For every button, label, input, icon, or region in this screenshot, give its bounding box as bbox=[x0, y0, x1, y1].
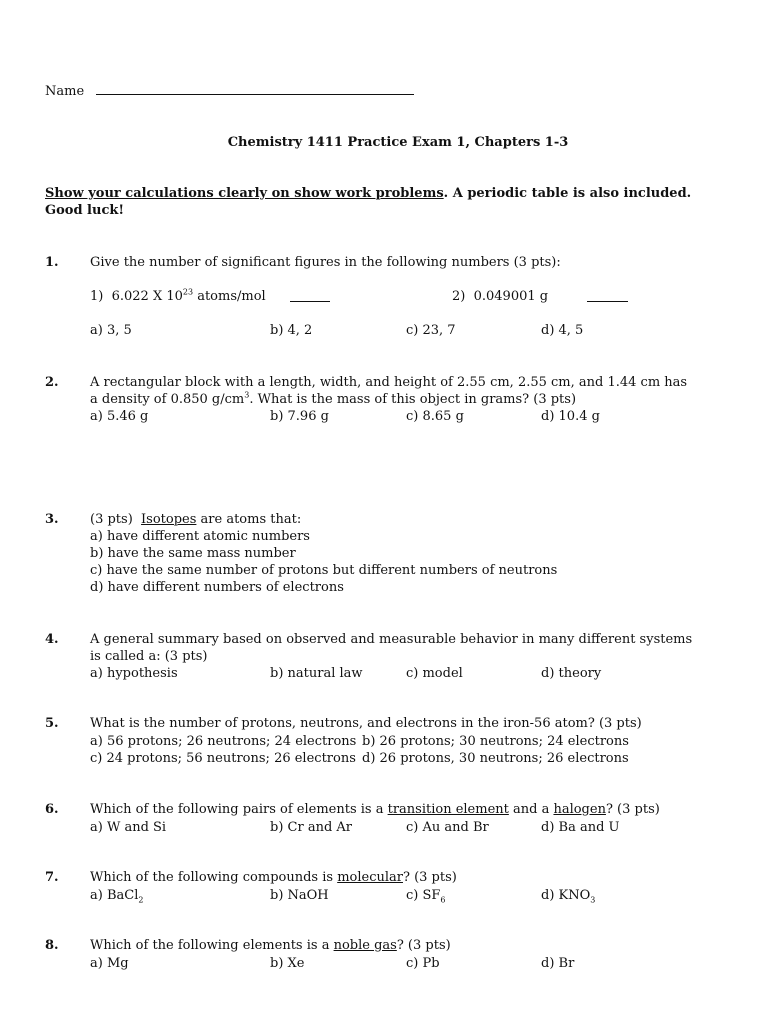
option-d[interactable]: d) $KNO_3$ bbox=[541, 888, 596, 905]
name-row bbox=[45, 83, 414, 100]
option-c[interactable]: c) Pb bbox=[406, 956, 440, 971]
option-b[interactable]: b) Xe bbox=[270, 956, 305, 971]
question-text: Which of the following compounds is molecular? (3 pts) bbox=[90, 870, 457, 885]
question-number: 8. bbox=[45, 938, 59, 953]
question-number: 7. bbox=[45, 870, 59, 885]
question-text: A general summary based on observed and measurable behavior in many different systems bbox=[90, 632, 693, 647]
option-c[interactable]: c) 8.65 g bbox=[406, 409, 464, 424]
question-text-line2: is called a: (3 pts) bbox=[90, 649, 208, 664]
option-c[interactable]: c) have the same number of protons but different numbers of neutrons bbox=[90, 563, 558, 578]
name-label: Name bbox=[45, 84, 85, 99]
name-blank[interactable] bbox=[96, 94, 414, 95]
option-a[interactable]: a) hypothesis bbox=[90, 666, 178, 681]
option-b[interactable]: b) have the same mass number bbox=[90, 546, 296, 561]
option-a[interactable]: a) Mg bbox=[90, 956, 129, 971]
option-b[interactable]: b) 26 protons; 30 neutrons; 24 electrons bbox=[362, 734, 629, 749]
q1-item2-answer-blank[interactable] bbox=[587, 288, 628, 302]
question-number: 3. bbox=[45, 512, 59, 527]
instructions-rest: . A periodic table is also included. bbox=[443, 186, 692, 201]
question-text-line2: a density of 0.850 $g/cm^3$. What is the mass of this object in grams? (3 pts) bbox=[90, 390, 577, 407]
option-a[interactable]: a) have different atomic numbers bbox=[90, 529, 310, 544]
option-c[interactable]: c) 24 protons; 56 neutrons; 26 electrons bbox=[90, 751, 356, 766]
option-d[interactable]: d) Ba and U bbox=[541, 820, 620, 835]
instructions-line2: Good luck! bbox=[45, 203, 125, 218]
question-number: 1. bbox=[45, 255, 59, 270]
instructions bbox=[45, 185, 691, 202]
question-number: 6. bbox=[45, 802, 59, 817]
option-d[interactable]: d) 4, 5 bbox=[541, 323, 584, 338]
option-b[interactable]: b) natural law bbox=[270, 666, 363, 681]
option-c[interactable]: c) Au and Br bbox=[406, 820, 489, 835]
option-b[interactable]: b) 4, 2 bbox=[270, 323, 313, 338]
option-d[interactable]: d) Br bbox=[541, 956, 575, 971]
question-text: Give the number of significant figures in the following numbers (3 pts): bbox=[90, 255, 561, 270]
option-b[interactable]: b) 7.96 g bbox=[270, 409, 329, 424]
option-d[interactable]: d) 26 protons, 30 neutrons; 26 electrons bbox=[362, 751, 629, 766]
q1-item1-answer-blank[interactable] bbox=[290, 288, 330, 302]
option-c[interactable]: c) model bbox=[406, 666, 463, 681]
question-text: What is the number of protons, neutrons, and electrons in the iron-56 atom? (3 pts) bbox=[90, 716, 642, 731]
instructions-underlined: Show your calculations clearly on show work problems bbox=[45, 186, 444, 201]
question-text: A rectangular block with a length, width, and height of 2.55 cm, 2.55 cm, and 1.44 cm has bbox=[90, 375, 688, 390]
option-a[interactable]: a) W and Si bbox=[90, 820, 167, 835]
option-b[interactable]: b) Cr and Ar bbox=[270, 820, 352, 835]
option-d[interactable]: d) theory bbox=[541, 666, 602, 681]
option-d[interactable]: d) have different numbers of electrons bbox=[90, 580, 344, 595]
question-number: 5. bbox=[45, 716, 59, 731]
q1-item1: 1) 6.022 X $10^{23}$ atoms/mol bbox=[90, 287, 266, 304]
option-a[interactable]: a) 5.46 g bbox=[90, 409, 149, 424]
option-a[interactable]: a) 56 protons; 26 neutrons; 24 electrons bbox=[90, 734, 357, 749]
option-a[interactable]: a) 3, 5 bbox=[90, 323, 132, 338]
q1-item2: 2) 0.049001 g bbox=[452, 289, 549, 304]
option-a[interactable]: a) BaCl$_2$ bbox=[90, 888, 144, 905]
option-c[interactable]: c) 23, 7 bbox=[406, 323, 456, 338]
option-c[interactable]: c) $SF_6$ bbox=[406, 888, 446, 905]
page-title: Chemistry 1411 Practice Exam 1, Chapters 1-3 bbox=[227, 135, 569, 150]
option-d[interactable]: d) 10.4 g bbox=[541, 409, 600, 424]
question-text: Which of the following pairs of elements is a transition element and a halogen? (3 pts) bbox=[90, 802, 660, 817]
option-b[interactable]: b) NaOH bbox=[270, 888, 329, 903]
question-number: 4. bbox=[45, 632, 59, 647]
question-number: 2. bbox=[45, 375, 59, 390]
question-text: (3 pts) Isotopes are atoms that: bbox=[90, 512, 302, 527]
question-text: Which of the following elements is a noble gas? (3 pts) bbox=[90, 938, 451, 953]
